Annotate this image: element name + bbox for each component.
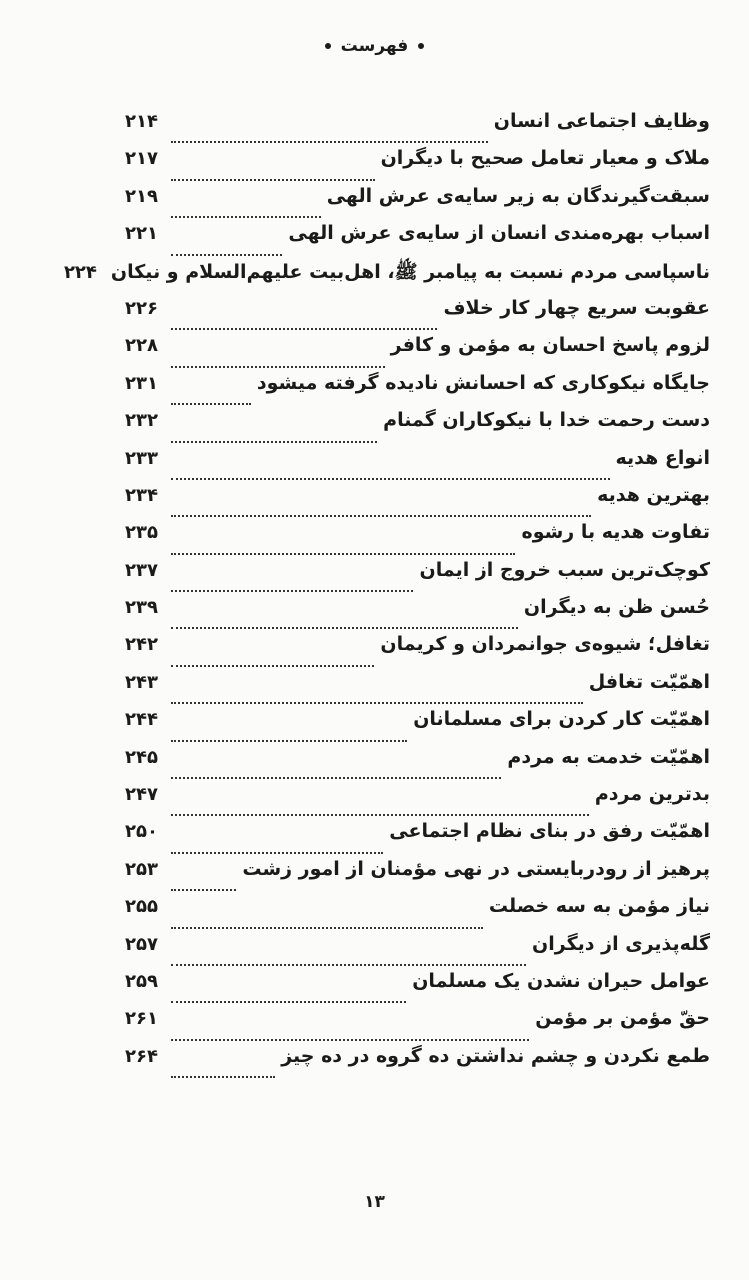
toc-entry[interactable]	[125, 633, 710, 670]
dot-leader	[171, 1039, 529, 1041]
dot-leader	[171, 141, 488, 143]
dot-leader	[171, 740, 407, 742]
toc-entry-title: حقّ مؤمن بر مؤمن	[535, 1007, 710, 1030]
toc-entry-title: اهمّیّت خدمت به مردم	[507, 745, 710, 768]
page-header	[0, 36, 749, 56]
toc-entry-page: ۲۴۵	[125, 746, 158, 768]
toc-entry-page: ۲۶۱	[125, 1008, 158, 1030]
dot-leader	[171, 328, 437, 330]
dot-leader	[171, 216, 321, 218]
toc-entry-title: کوچک‌ترین سبب خروج از ایمان	[419, 558, 710, 581]
toc-entry-page: ۲۳۳	[125, 447, 158, 469]
toc-entry-title: حُسن ظن به دیگران	[523, 596, 710, 619]
toc-entry-page: ۲۵۳	[125, 858, 158, 880]
toc-entry[interactable]	[125, 409, 710, 446]
toc-entry-title: لزوم پاسخ احسان به مؤمن و کافر	[390, 334, 710, 357]
toc-entry[interactable]	[125, 110, 710, 147]
dot-leader	[171, 403, 251, 405]
toc-entry-page: ۲۴۷	[125, 784, 158, 806]
toc-entry[interactable]	[125, 334, 710, 371]
toc-entry-page: ۲۴۳	[125, 671, 158, 693]
toc-entry[interactable]	[125, 372, 710, 409]
toc-entry-page: ۲۲۴	[63, 261, 97, 283]
toc-entry-title: طمع نکردن و چشم نداشتن ده گروه در ده چیز	[281, 1044, 710, 1067]
dot-leader	[171, 478, 610, 480]
table-of-contents	[63, 110, 710, 1082]
toc-entry-page: ۲۱۹	[125, 185, 158, 207]
toc-entry[interactable]	[125, 671, 710, 708]
toc-entry-page: ۲۳۲	[125, 410, 158, 432]
toc-entry-page: ۲۵۹	[125, 970, 158, 992]
toc-entry[interactable]	[125, 1007, 710, 1044]
toc-entry[interactable]	[125, 895, 710, 932]
toc-entry-title: دست رحمت خدا با نیکوکاران گمنام	[383, 409, 710, 432]
header-title: فهرست	[340, 36, 409, 56]
bullet-dot-icon	[418, 43, 424, 49]
toc-entry[interactable]	[125, 708, 710, 745]
dot-leader	[171, 665, 374, 667]
toc-entry-title: اهمّیّت تغافل	[588, 670, 710, 693]
dot-leader	[171, 366, 385, 368]
toc-entry-page: ۲۴۴	[125, 709, 158, 731]
dot-leader	[171, 852, 383, 854]
toc-entry-page: ۲۳۴	[125, 484, 158, 506]
toc-entry-title: ناسپاسی مردم نسبت به پیامبر ﷺ، اهل‌بیت علیهم‌السلام و نیکان	[110, 260, 710, 283]
dot-leader	[171, 441, 377, 443]
toc-entry-page: ۲۲۸	[125, 335, 158, 357]
toc-entry-page: ۲۲۱	[125, 223, 158, 245]
toc-entry[interactable]	[125, 521, 710, 558]
toc-entry[interactable]	[125, 1045, 710, 1082]
toc-entry[interactable]	[125, 820, 710, 857]
toc-entry-title: انواع هدیه	[615, 446, 710, 469]
dot-leader	[171, 553, 515, 555]
toc-entry[interactable]	[125, 297, 710, 334]
dot-leader	[171, 777, 501, 779]
page-number: ۱۳	[364, 1192, 385, 1212]
toc-entry-title: بدترین مردم	[594, 783, 710, 806]
dot-leader	[171, 590, 413, 592]
toc-entry[interactable]	[125, 222, 710, 259]
toc-entry[interactable]	[125, 970, 710, 1007]
dot-leader	[171, 1076, 275, 1078]
toc-entry-title: عوامل حیران نشدن یک مسلمان	[412, 969, 710, 992]
toc-entry-title: ملاک و معیار تعامل صحیح با دیگران	[380, 147, 710, 170]
toc-entry-page: ۲۵۵	[125, 896, 158, 918]
toc-entry[interactable]	[125, 185, 710, 222]
dot-leader	[171, 702, 583, 704]
dot-leader	[171, 889, 236, 891]
toc-entry[interactable]	[63, 260, 710, 297]
toc-entry-page: ۲۱۴	[125, 111, 158, 132]
toc-entry-title: وظایف اجتماعی انسان	[493, 110, 710, 132]
toc-entry-title: اهمّیّت رفق در بنای نظام اجتماعی	[389, 820, 710, 843]
toc-entry[interactable]	[125, 484, 710, 521]
dot-leader	[171, 515, 591, 517]
dot-leader	[171, 254, 282, 256]
toc-entry-title: تغافل؛ شیوه‌ی جوانمردان و کریمان	[380, 633, 710, 656]
toc-entry-title: بهترین هدیه	[597, 483, 710, 506]
toc-entry-page: ۲۶۴	[125, 1045, 158, 1067]
toc-entry[interactable]	[125, 559, 710, 596]
toc-entry-page: ۲۱۷	[125, 148, 158, 170]
dot-leader	[171, 927, 483, 929]
toc-entry-title: پرهیز از رودربایستی در نهی مؤمنان از امور زشت	[242, 857, 710, 880]
dot-leader	[171, 814, 589, 816]
toc-entry-page: ۲۴۲	[125, 634, 158, 656]
toc-entry-title: گله‌پذیری از دیگران	[532, 932, 710, 955]
toc-entry-page: ۲۲۶	[125, 297, 158, 319]
toc-entry[interactable]	[125, 147, 710, 184]
toc-entry-title: عقوبت سریع چهار کار خلاف	[443, 296, 710, 319]
toc-entry-page: ۲۳۵	[125, 522, 158, 544]
toc-entry-title: تفاوت هدیه با رشوه	[521, 521, 710, 544]
toc-entry-title: نیاز مؤمن به سه خصلت	[488, 895, 710, 918]
toc-entry-title: اسباب بهره‌مندی انسان از سایه‌ی عرش الهی	[288, 222, 710, 245]
toc-entry[interactable]	[125, 447, 710, 484]
toc-entry-page: ۲۳۱	[125, 372, 158, 394]
dot-leader	[171, 964, 526, 966]
toc-entry[interactable]	[125, 858, 710, 895]
dot-leader	[171, 627, 518, 629]
dot-leader	[171, 179, 375, 181]
toc-entry[interactable]	[125, 746, 710, 783]
toc-entry[interactable]	[125, 783, 710, 820]
toc-entry-page: ۲۳۹	[125, 597, 158, 619]
toc-entry-page: ۲۳۷	[125, 559, 158, 581]
bullet-dot-icon	[325, 43, 331, 49]
toc-entry[interactable]	[125, 596, 710, 633]
toc-entry-title: جایگاه نیکوکاری که احسانش نادیده گرفته میشود	[256, 371, 710, 394]
toc-entry-title: سبقت‌گیرندگان به زیر سایه‌ی عرش الهی	[326, 184, 710, 207]
toc-entry-title: اهمّیّت کار کردن برای مسلمانان	[413, 708, 710, 731]
toc-entry-page: ۲۵۰	[125, 821, 158, 843]
toc-entry-page: ۲۵۷	[125, 933, 158, 955]
dot-leader	[171, 1001, 406, 1003]
toc-entry[interactable]	[125, 933, 710, 970]
